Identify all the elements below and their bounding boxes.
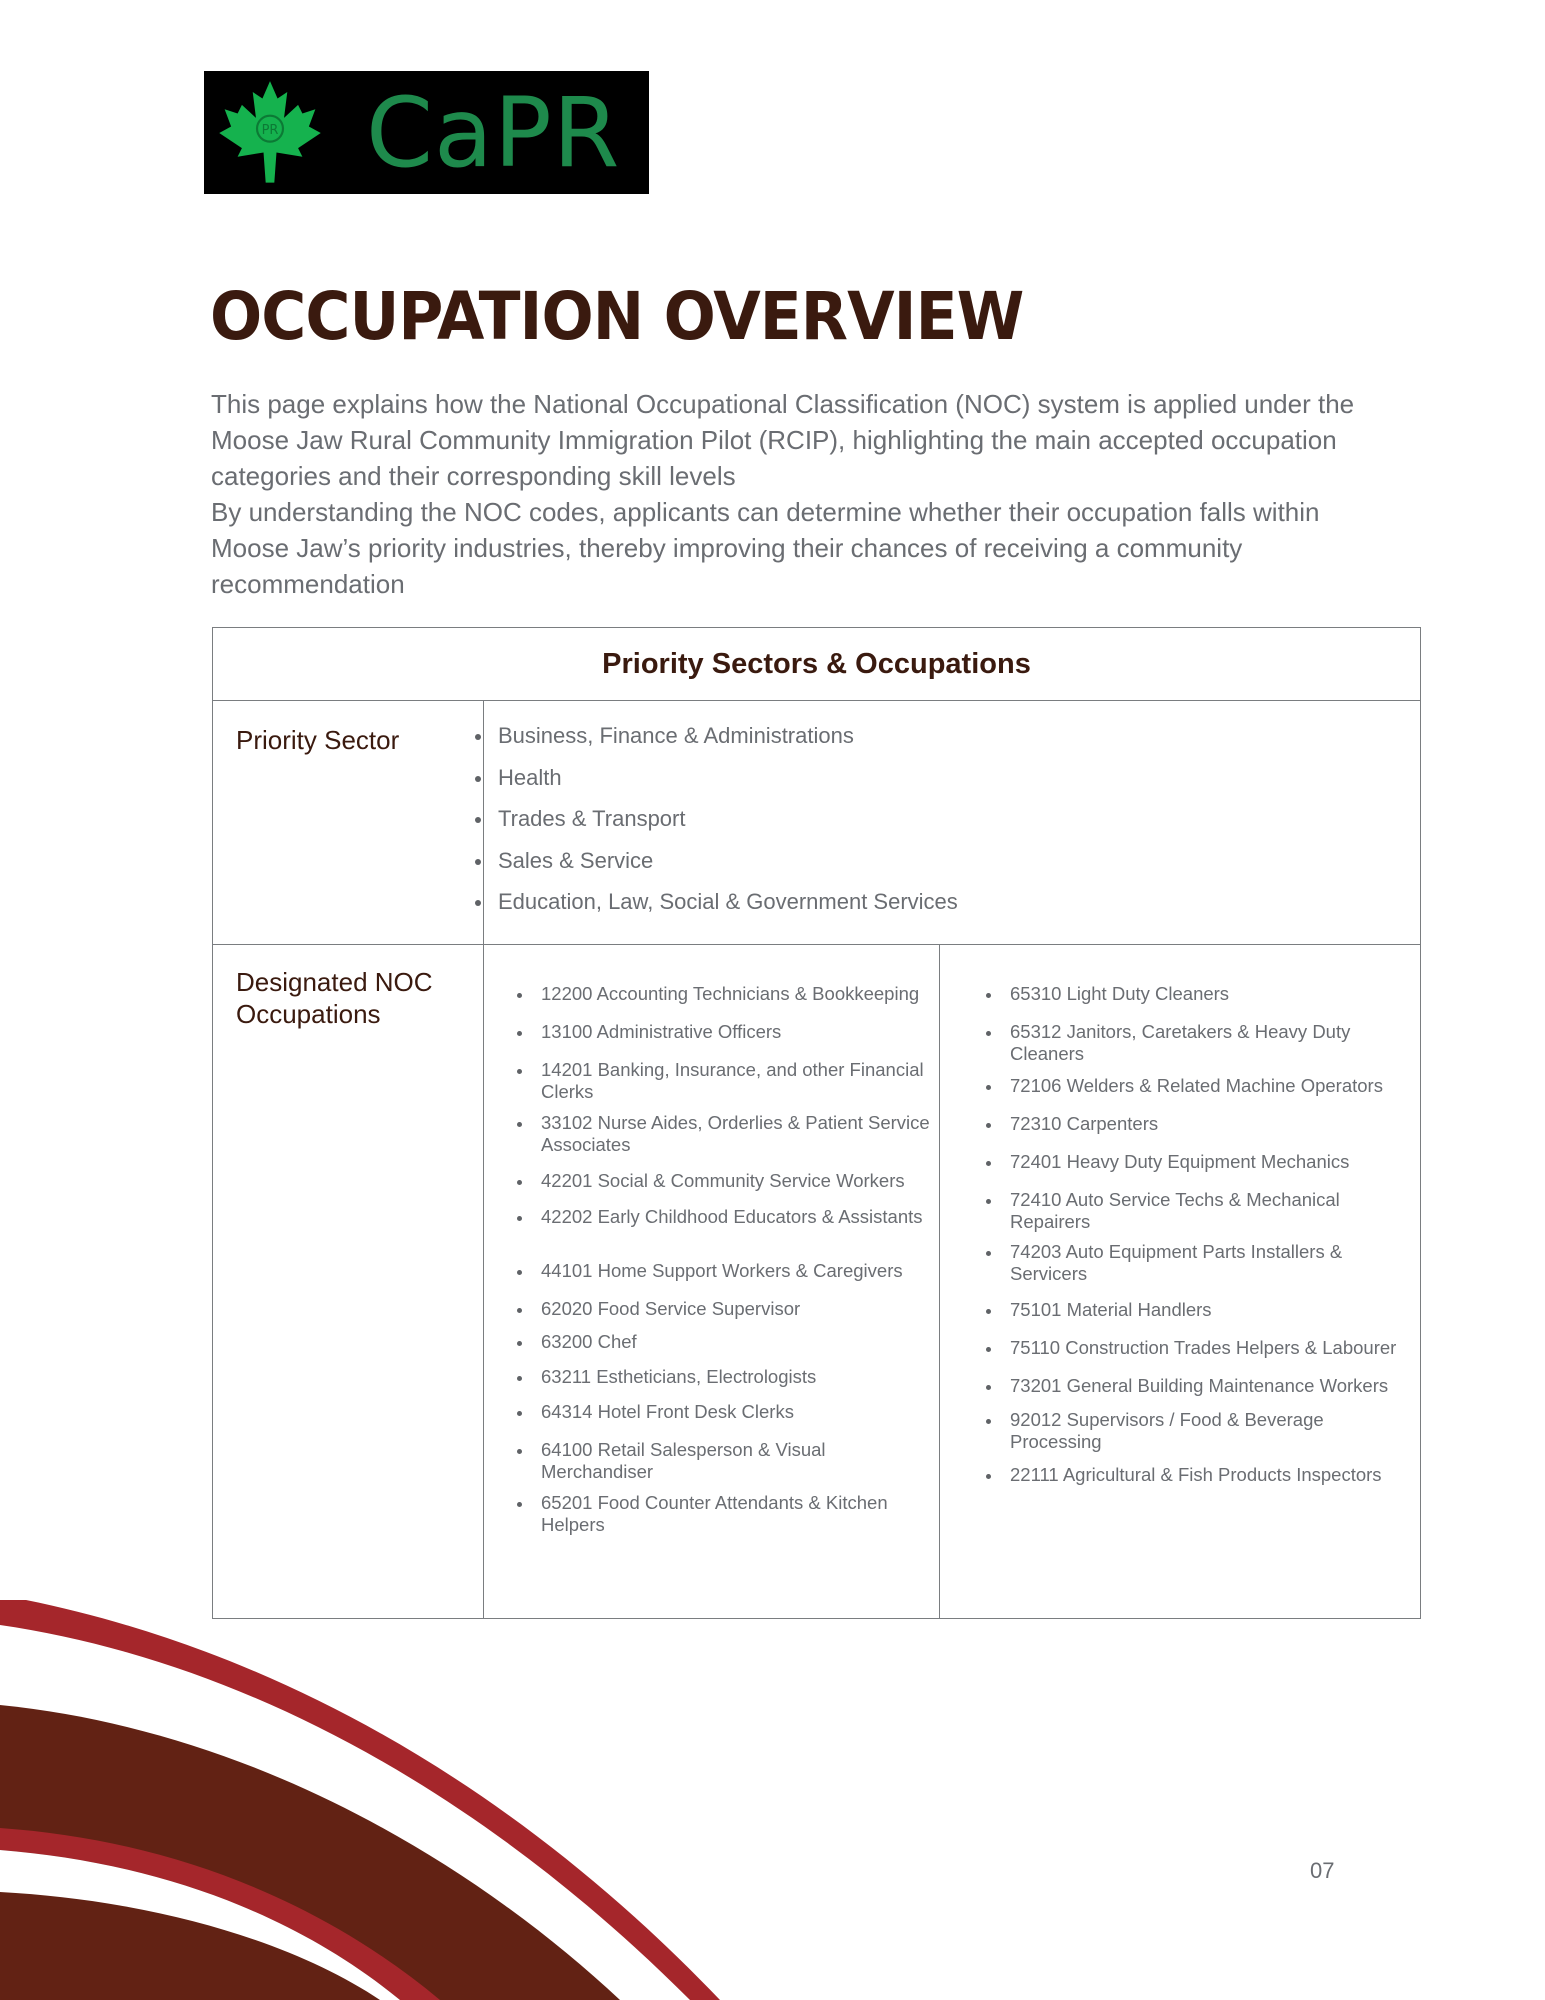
list-item: 72410 Auto Service Techs & Mechanical Repairers: [1010, 1189, 1410, 1233]
list-item: 92012 Supervisors / Food & Beverage Processing: [1010, 1409, 1410, 1453]
list-item: 64314 Hotel Front Desk Clerks: [541, 1401, 794, 1422]
intro-text: [211, 386, 1401, 602]
list-item: 13100 Administrative Officers: [541, 1021, 782, 1042]
intro-paragraph-2: By understanding the NOC codes, applicants can determine whether their occupation falls within Moose Jaw’s priority industries, thereby improving their chances of receiving a community recommendation: [211, 497, 1320, 599]
list-item: Business, Finance & Administrations: [498, 722, 958, 764]
table-heading: Priority Sectors & Occupations: [213, 628, 1420, 701]
list-item: Sales & Service: [498, 847, 958, 889]
leaf-badge-text: PR: [261, 123, 279, 139]
list-item: 72310 Carpenters: [1010, 1113, 1159, 1134]
list-item: 22111 Agricultural & Fish Products Inspectors: [1010, 1464, 1382, 1485]
intro-paragraph-1: This page explains how the National Occupational Classification (NOC) system is applied under the Moose Jaw Rural Community Immigration Pilot (RCIP), highlighting the main accepted occupation categories and their corresponding skill levels: [211, 389, 1355, 491]
noc-occupations-label: Designated NOC Occupations: [236, 967, 433, 1029]
maple-leaf-icon: [216, 79, 324, 187]
list-item: 73201 General Building Maintenance Workers: [1010, 1375, 1389, 1396]
list-item: 63211 Estheticians, Electrologists: [541, 1366, 817, 1387]
list-item: Trades & Transport: [498, 805, 958, 847]
list-item: 42202 Early Childhood Educators & Assistants: [541, 1206, 923, 1227]
list-item: 72106 Welders & Related Machine Operators: [1010, 1075, 1383, 1096]
list-item: 65312 Janitors, Caretakers & Heavy Duty Cleaners: [1010, 1021, 1410, 1065]
logo-text: CaPR: [366, 77, 621, 189]
list-item: Health: [498, 764, 958, 806]
list-item: 62020 Food Service Supervisor: [541, 1298, 801, 1319]
capr-logo: [204, 71, 649, 194]
list-item: 63200 Chef: [541, 1331, 637, 1352]
list-item: 14201 Banking, Insurance, and other Financial Clerks: [541, 1059, 931, 1103]
list-item: 65201 Food Counter Attendants & Kitchen Helpers: [541, 1492, 931, 1536]
sector-list: [498, 722, 958, 930]
list-item: 44101 Home Support Workers & Caregivers: [541, 1260, 903, 1281]
page-number: 07: [1310, 1858, 1335, 1883]
page-title: OCCUPATION OVERVIEW: [210, 278, 1024, 355]
list-item: 72401 Heavy Duty Equipment Mechanics: [1010, 1151, 1350, 1172]
column-divider: [483, 700, 484, 1618]
priority-table: [212, 627, 1421, 1619]
list-item: 12200 Accounting Technicians & Bookkeeping: [541, 983, 920, 1004]
list-item: 75110 Construction Trades Helpers & Labourer: [1010, 1337, 1397, 1358]
list-item: 74203 Auto Equipment Parts Installers & Servicers: [1010, 1241, 1410, 1285]
list-item: Education, Law, Social & Government Services: [498, 888, 958, 930]
list-item: 65310 Light Duty Cleaners: [1010, 983, 1230, 1004]
priority-sector-label: Priority Sector: [236, 725, 400, 755]
list-item: 64100 Retail Salesperson & Visual Merchandiser: [541, 1439, 931, 1483]
list-item: 42201 Social & Community Service Workers: [541, 1170, 905, 1191]
list-item: 33102 Nurse Aides, Orderlies & Patient Service Associates: [541, 1112, 930, 1155]
list-item: 75101 Material Handlers: [1010, 1299, 1212, 1320]
row-divider: [213, 944, 1420, 945]
column-divider: [939, 944, 940, 1618]
decorative-swoosh: [0, 1600, 720, 2000]
